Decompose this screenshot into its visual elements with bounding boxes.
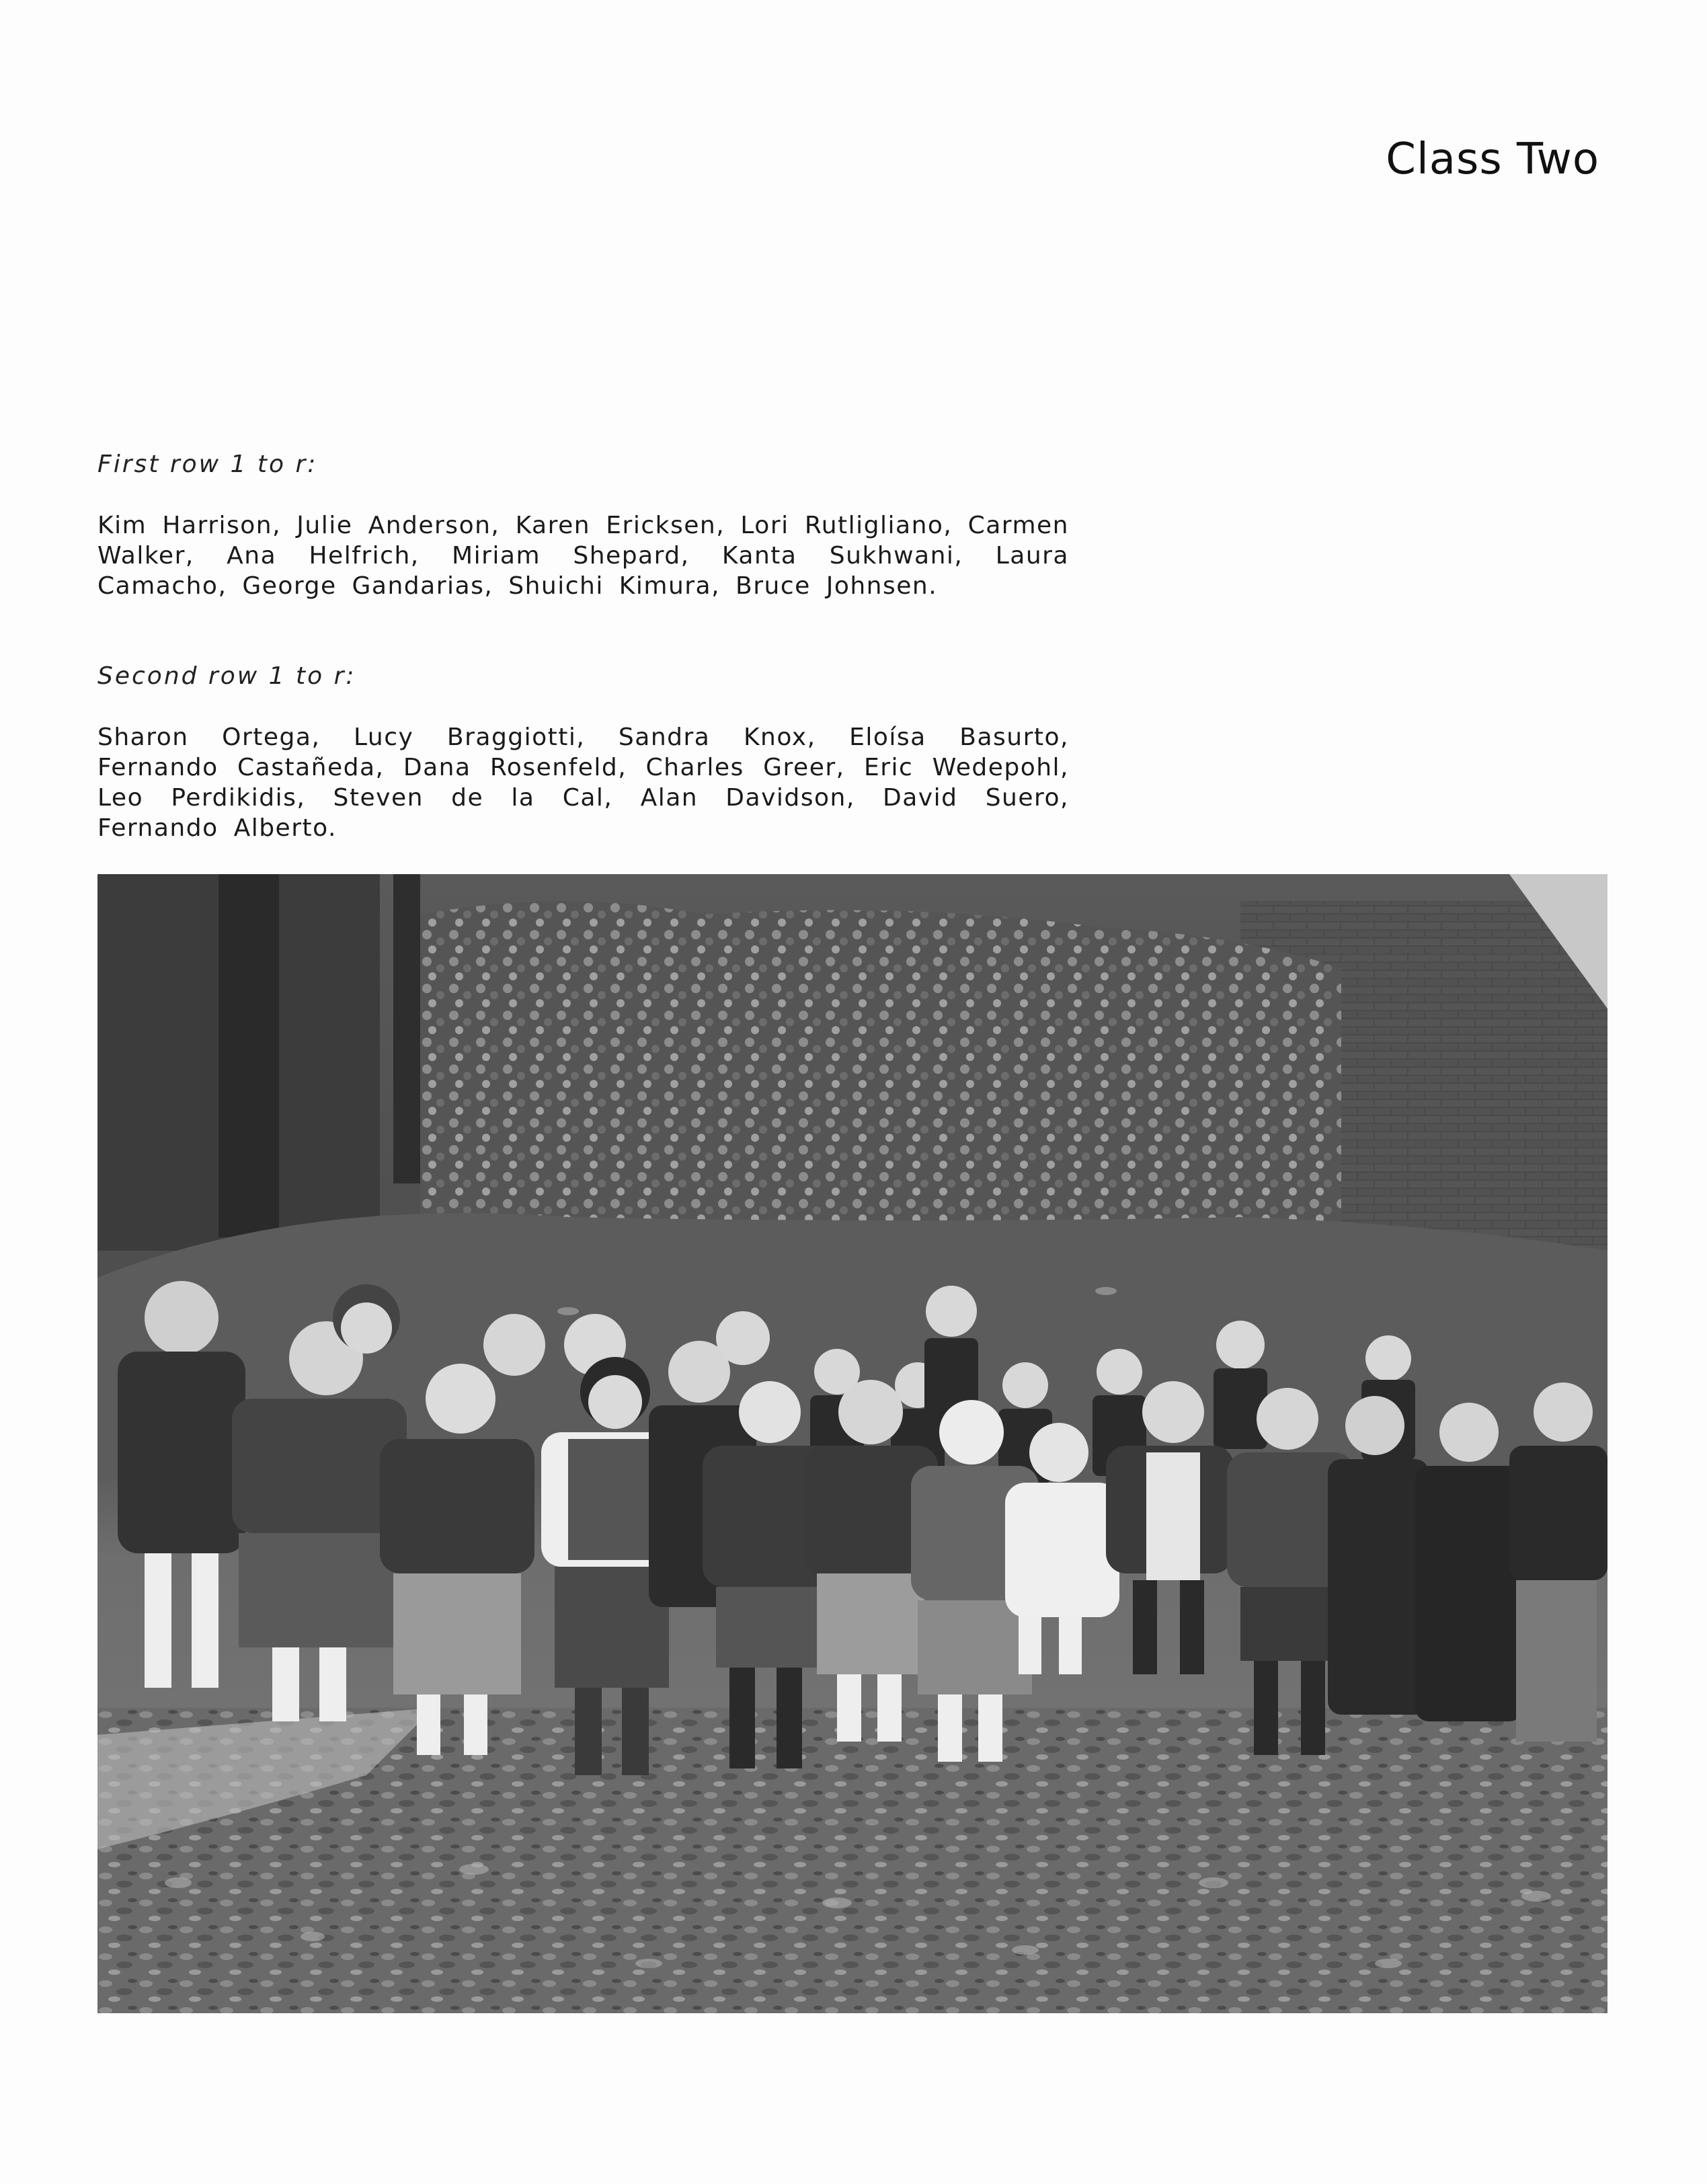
class-photo-illustration	[97, 874, 1607, 2013]
second-row-names: Sharon Ortega, Lucy Braggiotti, Sandra Knox, Eloísa Basurto, Fernando Castañeda, Dana Rosenfeld, Charles Greer, Eric Wedepohl, Leo Perdikidis, Steven de la Cal, Alan Davidson, David Suero, Fernando Alberto.	[97, 724, 1069, 842]
second-row-caption	[97, 662, 1069, 843]
first-row-heading: First row 1 to r:	[97, 451, 318, 478]
second-row-heading: Second row 1 to r:	[97, 662, 356, 690]
class-group-photo	[97, 874, 1607, 2013]
page-title: Class Two	[1386, 134, 1599, 184]
first-row-names: Kim Harrison, Julie Anderson, Karen Ericksen, Lori Rutligliano, Carmen Walker, Ana Helfrich, Miriam Shepard, Kanta Sukhwani, Laura Camacho, George Gandarias, Shuichi Kimura, Bruce Johnsen.	[97, 512, 1069, 600]
first-row-caption	[97, 451, 1069, 601]
